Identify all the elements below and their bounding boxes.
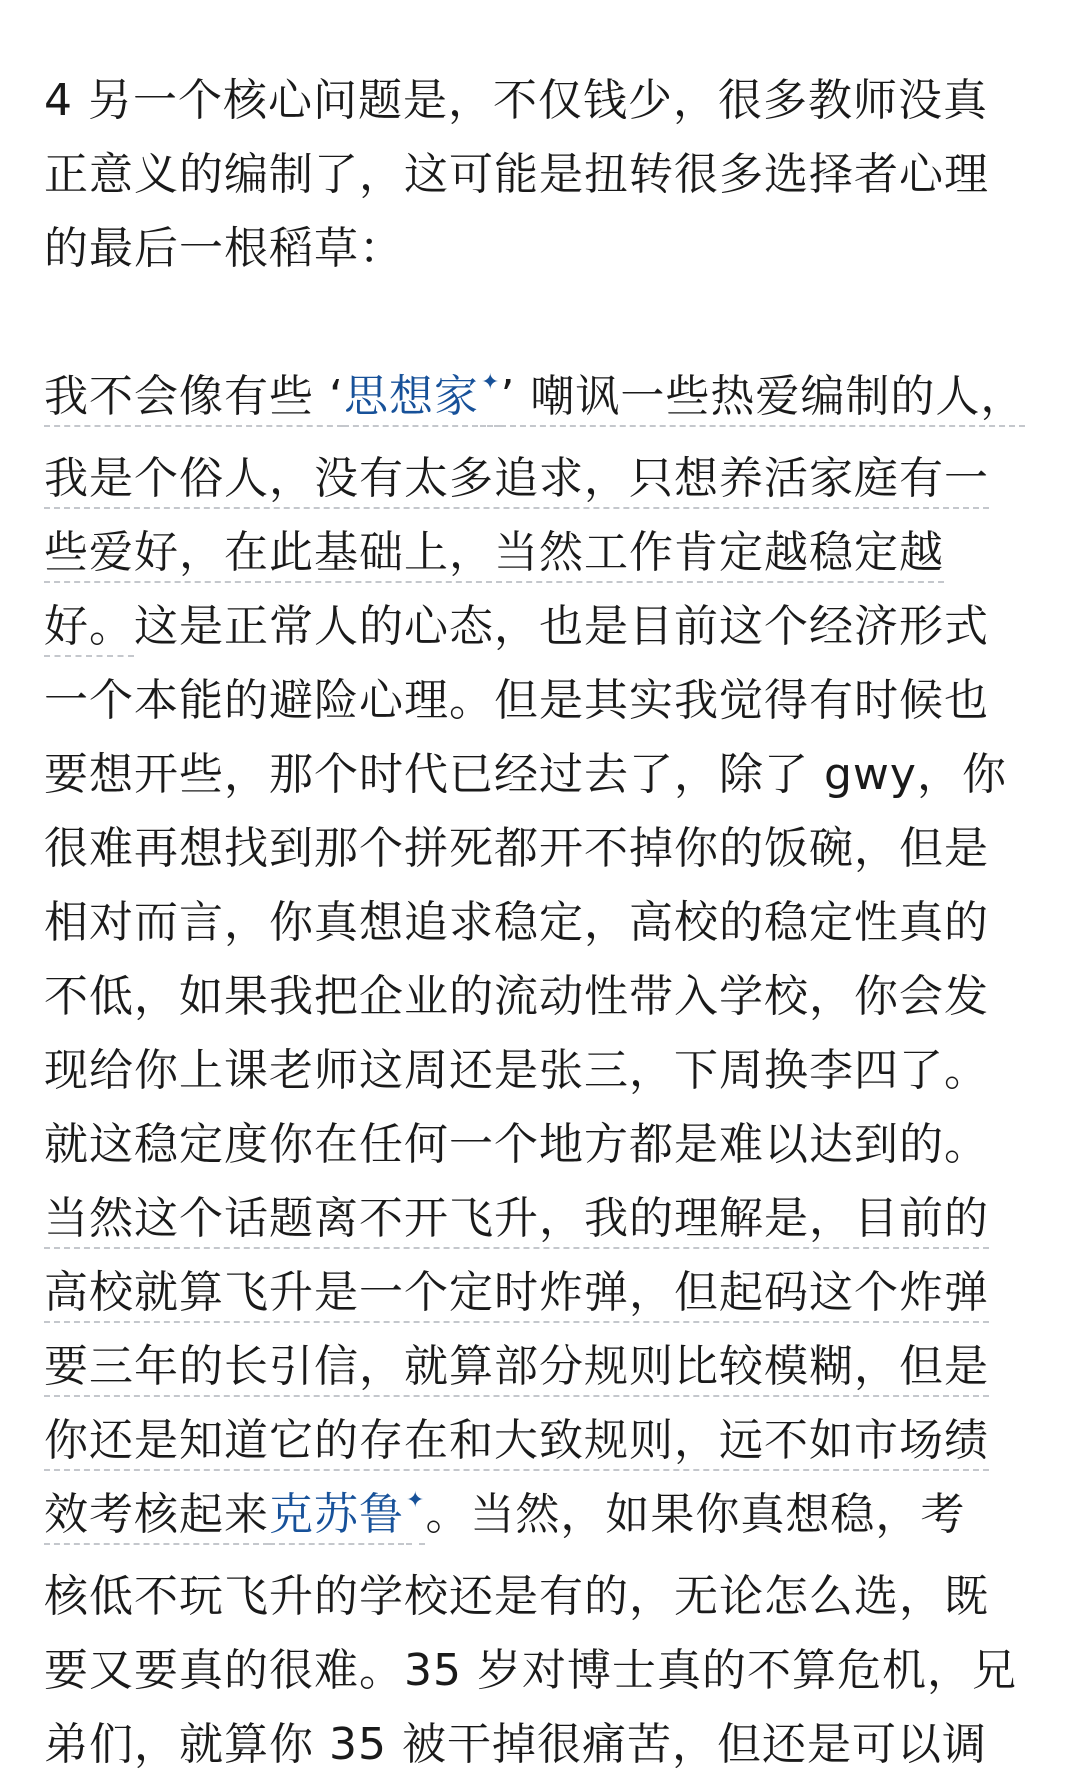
link-thinker[interactable]: 思想家 xyxy=(343,371,479,422)
text-segment: 这是正常人的心态，也是目前这个经济形式 一个本能的避险心理。但是其实我觉得有时候也 要想开些，那个时代已经过去了，除了 gwy，你 很难再想找到那个拼死都开不掉你的饭碗，但是 相对而言，你真想追求稳定，高校的稳定性真的 不低，如果我把企业的流动性带入学校，你会发 现给你上课老师这周还是张三，下周换李四了。 就这稳定度你在任何一个地方都是难以达到的。 xyxy=(44,601,1007,1170)
text-segment: ’ 嘲讽一些热爱编制的人， 我是个俗人，没有太多追求，只想养活家庭有一 些爱好，在此基础上，当然工作肯定越稳定越 好。 xyxy=(44,371,1026,652)
text-segment: 当然这个话题离不开飞升，我的理解是，目前的 高校就算飞升是一个定时炸弹，但起码这个炸弹 要三年的长引信，就算部分规则比较模糊，但是 你还是知道它的存在和大致规则，远不如市场绩 效考核起来 xyxy=(44,1193,989,1540)
sparkle-icon[interactable]: ✦ xyxy=(480,370,501,395)
quoted-passage-2 xyxy=(44,1193,989,1540)
link-cthulhu[interactable]: 克苏鲁 xyxy=(269,1489,404,1540)
article-body xyxy=(44,64,1044,1782)
sparkle-icon[interactable]: ✦ xyxy=(406,1488,426,1513)
paragraph-core-issue: 4 另一个核心问题是，不仅钱少，很多教师没真 正意义的编制了，这可能是扭转很多选择者心理 的最后一根稻草： xyxy=(44,75,989,274)
text-segment: 我不会像有些 ‘ xyxy=(44,371,344,422)
paragraph-stability xyxy=(44,360,1044,1782)
text-segment: 。当然，如果你真想稳，考 核低不玩飞升的学校还是有的，无论怎么选，既 要又要真的很难。35 岁对博士真的不算危机，兄 弟们，就算你 35 被干掉很痛苦，但还是可以调 xyxy=(44,1489,1017,1770)
